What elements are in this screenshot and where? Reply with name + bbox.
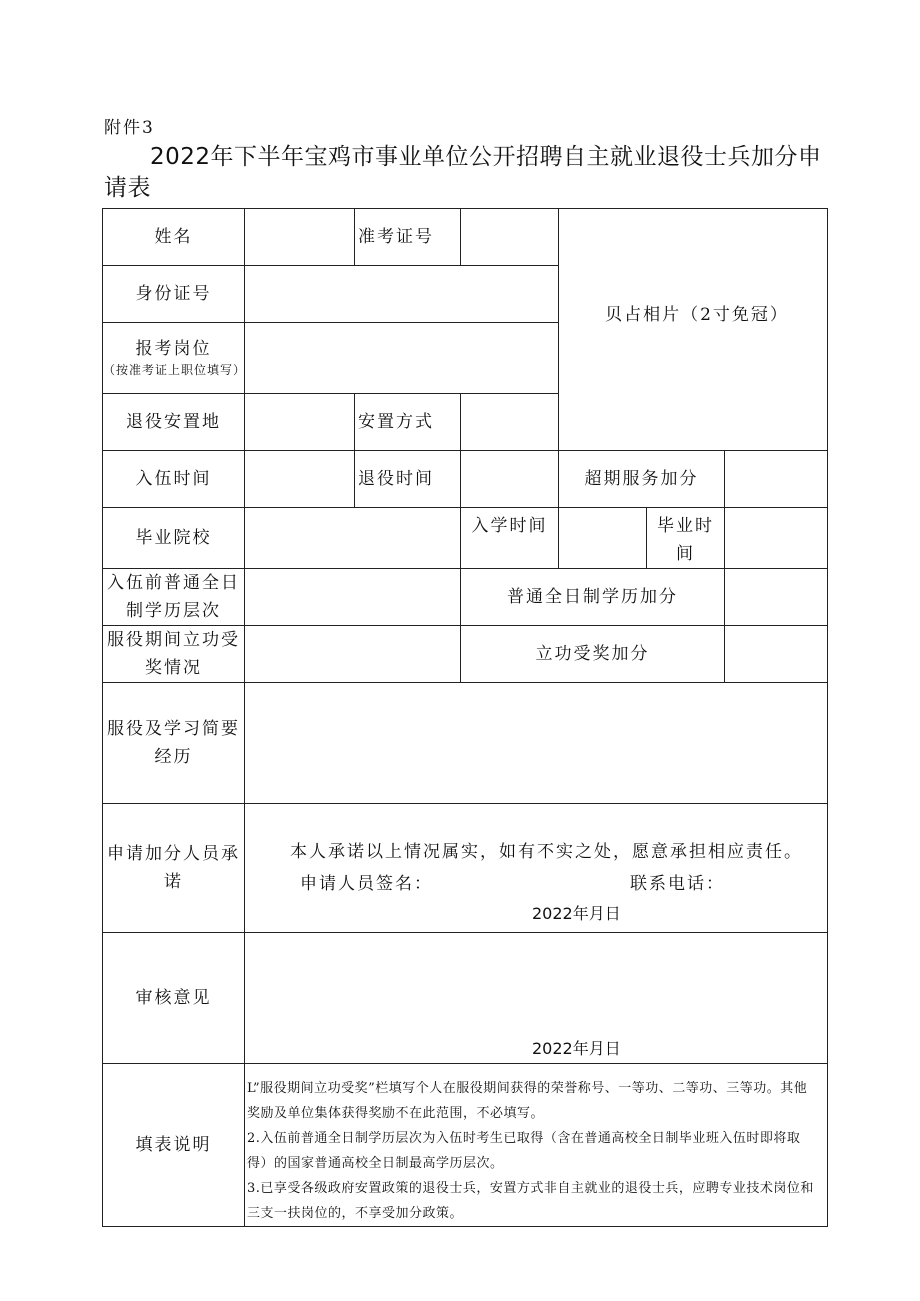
education-level-label: 入伍前普通全日制学历层次	[103, 569, 245, 626]
review-block	[245, 933, 827, 1063]
position-field[interactable]	[245, 323, 559, 394]
education-level-field[interactable]	[245, 569, 461, 626]
graduate-time-field[interactable]	[725, 508, 828, 569]
awards-field[interactable]	[245, 626, 461, 683]
exam-ticket-label: 准考证号	[355, 209, 461, 266]
photo-label: 贝占相片（2寸免冠）	[605, 304, 789, 325]
enroll-time-label: 入学时间	[461, 508, 559, 569]
exam-ticket-field[interactable]	[461, 209, 559, 266]
id-number-label: 身份证号	[103, 266, 245, 323]
title-text: 2022年下半年宝鸡市事业单位公开招聘自主就业退役士兵加分申请表	[104, 144, 822, 201]
discharge-time-field[interactable]	[461, 451, 559, 508]
attachment-label: 附件3	[104, 118, 155, 138]
id-number-field[interactable]	[245, 266, 559, 323]
education-bonus-label: 普通全日制学历加分	[461, 569, 725, 626]
school-field[interactable]	[245, 508, 461, 569]
resume-field[interactable]	[245, 683, 828, 804]
note-item-2: 2.入伍前普通全日制学历层次为入伍时考生已取得（含在普通高校全日制毕业班入伍时即将取得）的国家普通高校全日制最高学历层次。	[247, 1131, 801, 1171]
signature-label[interactable]: 申请人员签名：	[300, 874, 433, 894]
promise-date: 2022年月日	[532, 904, 621, 923]
review-label: 审核意见	[103, 933, 245, 1064]
photo-box[interactable]	[559, 209, 828, 451]
placement-method-field[interactable]	[461, 394, 559, 451]
name-field[interactable]	[245, 209, 355, 266]
overtime-bonus-field[interactable]	[725, 451, 828, 508]
promise-block	[245, 804, 827, 932]
page-title	[104, 142, 834, 204]
discharge-time-label: 退役时间	[355, 451, 461, 508]
enlist-time-field[interactable]	[245, 451, 355, 508]
note-item-1: L”服役期间立功受奖”栏填写个人在服役期间获得的荣誉称号、一等功、二等功、三等功。其他奖励及单位集体获得奖励不在此范围，不必填写。	[247, 1081, 808, 1121]
placement-place-label: 退役安置地	[103, 394, 245, 451]
name-label: 姓名	[103, 209, 245, 266]
enlist-time-label: 入伍时间	[103, 451, 245, 508]
phone-label[interactable]: 联系电话：	[630, 874, 725, 894]
education-bonus-field[interactable]	[725, 569, 828, 626]
promise-label: 申请加分人员承诺	[103, 804, 245, 933]
position-label: 报考岗位	[135, 339, 212, 359]
overtime-bonus-label: 超期服务加分	[559, 451, 725, 508]
position-hint: （按准考证上职位填写）	[103, 363, 247, 377]
resume-label: 服役及学习简要经历	[103, 683, 245, 804]
promise-cell	[245, 804, 828, 933]
graduate-time-label: 毕业时间	[647, 508, 725, 569]
position-label-cell	[103, 323, 245, 394]
awards-label: 服役期间立功受奖情况	[103, 626, 245, 683]
awards-bonus-field[interactable]	[725, 626, 828, 683]
review-date: 2022年月日	[532, 1039, 621, 1058]
note-item-3: 3.已享受各级政府安置政策的退役士兵，安置方式非自主就业的退役士兵，应聘专业技术岗位和三支一扶岗位的，不享受加分政策。	[247, 1181, 814, 1221]
enroll-time-field[interactable]	[559, 508, 647, 569]
review-cell[interactable]	[245, 933, 828, 1064]
notes-cell	[245, 1064, 828, 1227]
placement-place-field[interactable]	[245, 394, 355, 451]
placement-method-label: 安置方式	[355, 394, 461, 451]
school-label: 毕业院校	[103, 508, 245, 569]
promise-text: 本人承诺以上情况属实，如有不实之处，愿意承担相应责任。	[290, 842, 803, 862]
notes-label: 填表说明	[103, 1064, 245, 1227]
application-form-table	[102, 208, 828, 1227]
awards-bonus-label: 立功受奖加分	[461, 626, 725, 683]
